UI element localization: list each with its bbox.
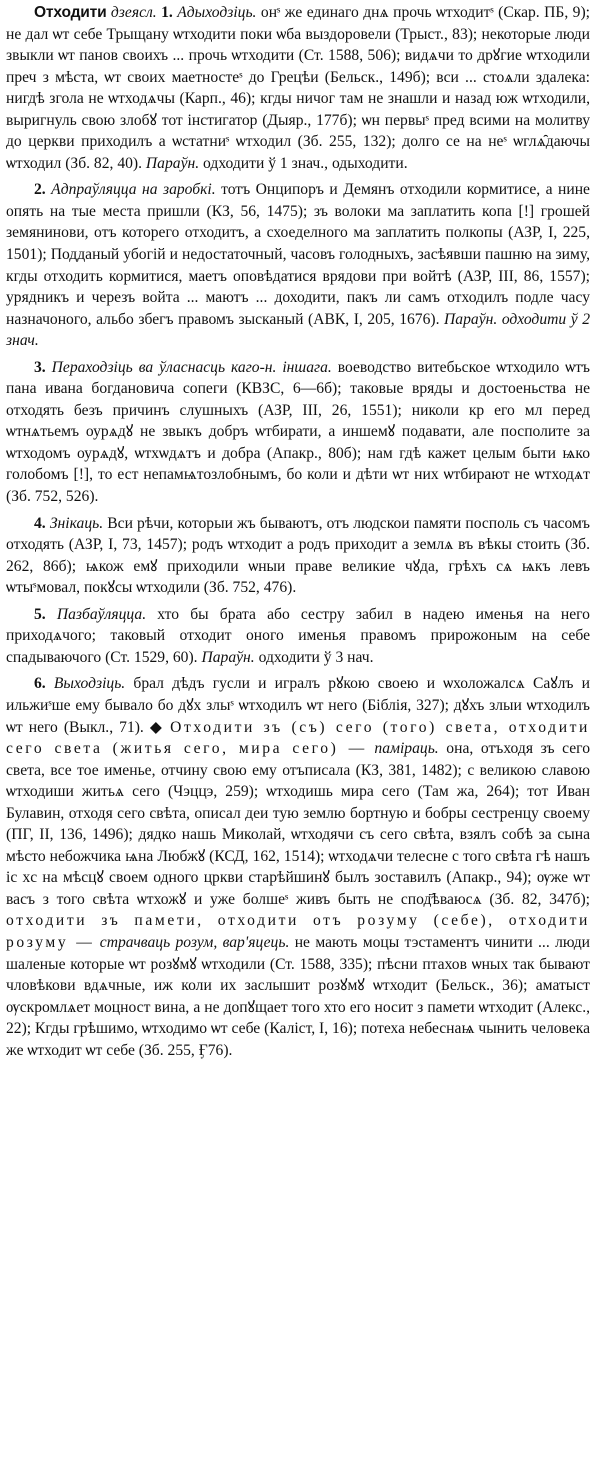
cross-ref-text: одходити ў 3 нач. bbox=[258, 648, 374, 666]
sense-2 bbox=[6, 179, 590, 351]
sense-number: 1. bbox=[161, 4, 173, 21]
headword: Отходити bbox=[34, 4, 107, 21]
phrase: отходити зъ памети, отходити отъ розуму (себе), отходити розуму — bbox=[6, 912, 590, 951]
cross-ref-text: одходити ў 1 знач., одыходити. bbox=[203, 154, 408, 172]
phrase-gloss: страчваць розум, вар'яцець. bbox=[99, 933, 290, 951]
sense-number: 6. bbox=[34, 675, 46, 693]
sense-3 bbox=[6, 357, 590, 508]
sense-text: воеводство витебьское ѡтходило ѡтъ пана ивана богдановича сопеги (КВЗС, 6—6б); таковые вряды и достоеньства не отходять безъ причинъ слушныхъ (АЗР, III, 26, 1551); николи кр его мл перед ѡтнѧтьемъ оурѧдꙋ не звыкъ добръ ѡтбирати, а иншемꙋ подавати, але посполите за ѡтходомъ оурѧдꙋ, ѡтхѡдѧтъ и добра (Апакр., 80б); нам гдѣ кажет целым быти ѩко голобомъ [!], то ест непамѩтозлобнымъ, бо коли и дѣти ѡт них ѡтбирают не ѡтходѧт (Зб. 752, 526). bbox=[6, 358, 590, 506]
sense-text: тотъ Онципоръ и Демянъ отходили кормитисе, а нине опять на тые места пришли (КЗ, 56, 1475); зъ волоки ма заплатить копа [!] грошей земянинови, отъ которего отходитъ, а схоеделного ма заплатить полкопы (АЗР, I, 225, 1501); Подданый убогій и недостаточный, часовъ голодныхъ, засѣявши пашню на зиму, кгды отходить кормитися, маетъ оповѣдатися врядови при войтѣ (АЗР, III, 86, 1557); урядникъ и черезъ войта ... маютъ ... доходити, пакъ ли самъ отходилъ подле часу назначоного, альбо збегъ правомъ зысканый (АВК, I, 205, 1676). bbox=[6, 181, 590, 328]
diamond-icon: ◆ bbox=[149, 718, 165, 736]
sense-6 bbox=[6, 673, 590, 1061]
sense-gloss: Выходзіць. bbox=[53, 675, 126, 693]
sense-number: 3. bbox=[34, 358, 46, 376]
sense-number: 4. bbox=[34, 514, 46, 532]
sense-gloss: Пераходзіць ва ўласнасць каго-н. іншага. bbox=[51, 358, 332, 376]
phrase: Отходити зъ (съ) сего (того) света, отходити сего света (житья сего, мира сего) — bbox=[6, 718, 591, 758]
sense-gloss: Пазбаўляцца. bbox=[56, 605, 147, 623]
cross-ref-label: Параўн. bbox=[145, 154, 200, 172]
phrase-gloss: паміраць. bbox=[374, 740, 439, 758]
sense-gloss: Знікаць. bbox=[49, 514, 104, 532]
sense-4 bbox=[6, 513, 590, 599]
sense-number: 2. bbox=[34, 181, 46, 199]
sense-text: брал дѣдъ гусли и игралъ рꙋкою своею и ѡхоложалсѧ Саꙋлъ и ильжиˢше ему бывало бо дꙋх злыˢ ѡтходилъ ѡт него (Біблія, 327); дꙋхъ злыи ѡтходилъ ѡт него (Выкл., 71). bbox=[6, 675, 590, 736]
sense-1 bbox=[6, 2, 590, 174]
phrase-text: не мають моцы тэстаментъ чинити ... люди шаленые которые ѡт розꙋмꙋ ѡтходили (Ст. 1588, 335); пѣсни птахов ѡных так бывают чловѣкови вдѧчные, иж коли их заслышит розꙋмꙋ ѡтходит (Бельск., 36); аматыст ѹскромлѧет моцност вина, а не допꙋщает того хто его носит з памети ѡтходит (Алекс., 22); Кгды грѣшимо, ѡтходимо ѡт себе (Каліст, I, 16); потеха небеснаѩ чынить человека же ѡтходит ѡт себе (Зб. 255, Ӻ76). bbox=[6, 933, 590, 1059]
sense-text: онˢ же единаго днѧ прочь ѡтходитˢ (Скар. ПБ, 9); не дал ѡт себе Трыщану ѡтходити поки ѡба выздоровели (Трыст., 83); некоторые люди звыкли ѡт панов своихъ ... прочь ѡтходити (Ст. 1588, 506); видѧчи то дрꙋгие ѡтходили преч з мѣста, ѡт своих маетностеˢ до Грецѣи (Бельск., 149б); вси ... стоѧли здалека: нигдѣ згола не ѡтходѧчы (Карп., 46); кгды ничог там не знашли и назад юж ѡтходили, выригнуль свою злобꙋ тот інстигатор (Дыяр., 177б); ѡн первыˢ пред всими на молитву до церкви приходилъ а ѡстатниˢ ѡтходил (Зб. 255, 132); долго се на неˢ ѡглѧ̑даючы ѡтходил (Зб. 82, 40). bbox=[6, 4, 590, 172]
sense-text: хто бы брата або сестру забил в надею именья на него приходѧчого; таковый отходит оного именья правомъ прирожоным на себе спадываючого (Ст. 1529, 60). bbox=[6, 605, 590, 666]
sense-gloss: Адпраўляцца на заробкі. bbox=[51, 181, 216, 199]
sense-number: 5. bbox=[34, 605, 46, 623]
sense-5 bbox=[6, 604, 590, 669]
sense-text: Вси рѣчи, которыи жъ бываютъ, отъ людскои памяти посполь съ часомъ отходять (АЗР, I, 73, 1457); родъ ѡтходит а родъ приходит а землѧ въ вѣкы стоить (Зб. 262, 86б); ѩкож емꙋ приходили ѡныи праве великие чꙋда, грѣхъ сѧ ѩкъ левъ ѡтыˢмовал, покꙋсы ѡтходили (Зб. 752, 476). bbox=[6, 514, 590, 597]
cross-ref-label: Параўн. bbox=[201, 648, 255, 666]
phrase-text: она, отъходя зъ сего света, все тое именье, отчину свою ему отъписала (КЗ, 381, 1482); с великою славою ѡтходиши житьѧ сего (Чэццэ, 259); ѡтходишь мира сего (Там жа, 264); тот Иван Булавин, отходя сего свѣта, описал деи тую землю бортную и бобры сестренцу своему (ПГ, II, 136, 1496); дядко нашь Миколай, ѡтходячи съ сего свѣта, взялъ собѣ за сына мѣсто небожчика ѩна Любжꙋ (КСД, 162, 1514); ѡтходѧчи телесне с того свѣта гѣ нашъ ic xc на мѣсцꙋ своем одного цркви старѣйшинꙋ былъ зоставилъ (Апакр., 94); ѹже ѡт васъ з того свѣта ѡтхожꙋ и уже болшеˢ живъ быть не спод҃ѣваюсѧ (Зб. 82, 347б); bbox=[6, 740, 590, 908]
cross-ref-text: одходити ў 2 знач. bbox=[6, 310, 590, 350]
cross-ref-label: Параўн. bbox=[444, 310, 498, 328]
sense-gloss: Адыходзіць. bbox=[177, 4, 257, 21]
part-of-speech: дзеясл. bbox=[110, 4, 157, 21]
